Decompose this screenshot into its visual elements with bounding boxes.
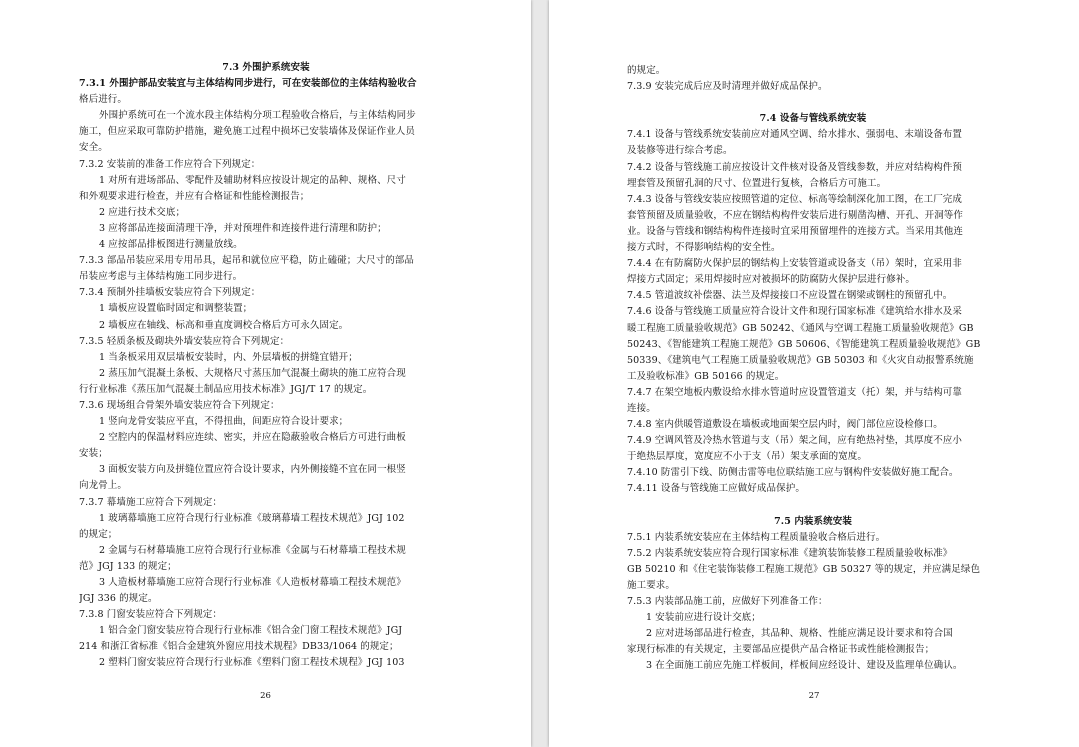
left-page — [0, 0, 531, 747]
text-line: 埋套管及预留孔洞的尺寸、位置进行复核，合格后方可施工。 — [627, 177, 887, 189]
right-page-body — [627, 63, 999, 675]
text-line: 业。设备与管线和钢结构构件连接时宜采用预留埋件的连接方式。当采用其他连 — [627, 225, 964, 237]
list-item: 2 金属与石材幕墙施工应符合现行行业标准《金属与石材幕墙工程技术规 — [99, 544, 406, 556]
clause-line: 7.3.3 部品吊装应采用专用吊具，起吊和就位应平稳，防止磕碰；大尺寸的部品 — [79, 255, 414, 267]
list-item: 3 面板安装方向及拼缝位置应符合设计要求，内外侧接缝不宜在同一根竖 — [99, 464, 406, 476]
section-heading: 7.5 内装系统安装 — [774, 515, 852, 527]
clause-line: 7.4.2 设备与管线施工前应按设计文件核对设备及管线参数，并应对结构构件预 — [627, 161, 962, 173]
text-line: 及装修等进行综合考虑。 — [627, 145, 733, 157]
page-number: 26 — [260, 691, 271, 701]
clause-line: 7.4.4 在有防腐防火保护层的钢结构上安装管道或设备支（吊）架时，宜采用非 — [627, 258, 962, 270]
text-line: 吊装应考虑与主体结构施工同步进行。 — [79, 271, 243, 283]
clause-line: 7.5.1 内装系统安装应在主体结构工程质量验收合格后进行。 — [627, 531, 886, 543]
left-page-body — [79, 60, 453, 672]
list-item: 2 应对进场部品进行检查，其品种、规格、性能应满足设计要求和符合国 — [646, 628, 953, 640]
list-item: 1 竖向龙骨安装应平直，不得扭曲，间距应符合设计要求； — [99, 416, 349, 428]
list-item: 1 玻璃幕墙施工应符合现行行业标准《玻璃幕墙工程技术规范》JGJ 102 — [99, 512, 405, 524]
clause-line: 7.4.8 室内供暖管道敷设在墙板或地面架空层内时，阀门部位应设检修口。 — [627, 419, 943, 431]
clause-line: 7.4.6 设备与管线施工质量应符合设计文件和现行国家标准《建筑给水排水及采 — [627, 306, 962, 318]
text-line: 行行业标准《蒸压加气混凝土制品应用技术标准》JGJ/T 17 的规定。 — [79, 383, 373, 395]
text-line: 的规定。 — [627, 65, 666, 76]
clause-line: 7.3.7 幕墙施工应符合下列规定： — [79, 496, 222, 508]
section-heading: 7.3 外围护系统安装 — [222, 62, 310, 73]
list-item: 3 人造板材幕墙施工应符合现行行业标准《人造板材幕墙工程技术规范》 — [99, 577, 406, 588]
text-line: 安全。 — [79, 142, 108, 154]
clause-line: 7.3.4 预制外挂墙板安装应符合下列规定： — [79, 287, 261, 299]
text-line: 于绝热层厚度，宽度应不小于支（吊）架支承面的宽度。 — [627, 451, 868, 463]
text-line: 格后进行。 — [79, 94, 128, 106]
list-item: 2 蒸压加气混凝土条板、大规格尺寸蒸压加气混凝土砌块的施工应符合现 — [99, 367, 406, 379]
list-item: 1 对所有进场部品、零配件及辅助材料应按设计规定的品种、规格、尺寸 — [99, 174, 406, 186]
list-item: 1 墙板应设置临时固定和调整装置； — [99, 303, 253, 315]
list-item: 4 应按部品排板图进行测量放线。 — [99, 239, 243, 251]
text-line: 暖工程施工质量验收规范》GB 50242、《通风与空调工程施工质量验收规范》GB — [627, 322, 974, 334]
clause-line: 7.3.5 轻质条板及砌块外墙安装应符合下列规定： — [79, 335, 290, 347]
list-item: 2 空腔内的保温材料应连续、密实，并应在隐蔽验收合格后方可进行曲板 — [99, 432, 406, 444]
clause-line: 7.3.1 外围护部品安装宜与主体结构同步进行，可在安装部位的主体结构验收合 — [79, 78, 417, 90]
text-line: 50243、《智能建筑工程施工规范》GB 50606、《智能建筑工程质量验收规范》GB — [627, 338, 981, 350]
text-line: 范》JGJ 133 的规定； — [79, 560, 177, 572]
text-line: JGJ 336 的规定。 — [79, 593, 158, 605]
text-line: 焊接方式固定；采用焊接时应对被损坏的防腐防火保护层进行修补。 — [627, 274, 916, 286]
list-item: 1 当条板采用双层墙板安装时，内、外层墙板的拼缝宜错开； — [99, 351, 358, 363]
text-line: 家现行标准的有关规定，主要部品应提供产品合格证书或性能检测报告； — [627, 644, 935, 656]
text-line: 套管预留及质量验收，不应在钢结构构件安装后进行剔凿沟槽、开孔、开洞等作 — [627, 209, 964, 221]
list-item: 2 墙板应在轴线、标高和垂直度调校合格后方可永久固定。 — [99, 319, 349, 331]
clause-line: 7.4.3 设备与管线安装应按照管道的定位、标高等绘制深化加工图，在工厂完成 — [627, 193, 962, 205]
page-number: 27 — [808, 691, 820, 701]
clause-line: 7.4.10 防雷引下线、防侧击雷等电位联结施工应与钢构件安装做好施工配合。 — [627, 467, 959, 479]
text-line: 连接。 — [627, 402, 656, 414]
list-item: 1 铝合金门窗安装应符合现行行业标准《铝合金门窗工程技术规范》JGJ — [99, 625, 403, 637]
text-line: 施工要求。 — [627, 580, 676, 591]
clause-line: 7.5.3 内装部品施工前，应做好下列准备工作： — [627, 596, 828, 608]
section-heading: 7.4 设备与管线系统安装 — [759, 113, 867, 125]
clause-line: 7.4.9 空调风管及冷热水管道与支（吊）架之间，应有绝热衬垫，其厚度不应小 — [627, 435, 962, 447]
list-item: 2 应进行技术交底； — [99, 206, 186, 218]
clause-line: 7.4.1 设备与管线系统安装前应对通风空调、给水排水、强弱电、末端设备布置 — [627, 129, 962, 141]
list-item: 3 在全面施工前应先施工样板间，样板间应经设计、建设及监理单位确认。 — [646, 660, 963, 672]
clause-line: 7.3.2 安装前的准备工作应符合下列规定： — [79, 158, 261, 170]
clause-line: 7.3.6 现场组合骨架外墙安装应符合下列规定： — [79, 399, 280, 411]
blank-line — [627, 498, 999, 514]
text-line: 214 和浙江省标准《铝合金建筑外窗应用技术规程》DB33/1064 的规定； — [79, 641, 399, 653]
text-line: 50339、《建筑电气工程施工质量验收规范》GB 50303 和《火灾自动报警系统施 — [627, 354, 974, 366]
text-line: 接方式时，不得影响结构的安全性。 — [627, 242, 781, 254]
clause-line: 7.3.9 安装完成后应及时清理并做好成品保护。 — [627, 81, 828, 93]
text-line: 工及验收标准》GB 50166 的规定。 — [627, 370, 785, 382]
right-page — [549, 0, 1079, 747]
text-line: 安装； — [79, 448, 108, 460]
clause-line: 7.4.11 设备与管线施工应做好成品保护。 — [627, 483, 805, 495]
list-item: 3 应将部品连接面清理干净，并对预埋件和连接件进行清理和防护； — [99, 222, 387, 234]
text-line: 和外观要求进行检查，并应有合格证和性能检测报告； — [79, 190, 310, 202]
clause-line: 7.4.5 管道波纹补偿器、法兰及焊接接口不应设置在钢梁或钢柱的预留孔中。 — [627, 290, 953, 302]
clause-line: 7.4.7 在架空地板内敷设给水排水管道时应设置管道支（托）架，并与结构可靠 — [627, 386, 962, 398]
text-line: GB 50210 和《住宅装饰装修工程施工规范》GB 50327 等的规定，并应满足绿色 — [627, 563, 981, 575]
text-line: 外围护系统可在一个流水段主体结构分项工程验收合格后，与主体结构同步 — [99, 110, 416, 122]
clause-line: 7.3.8 门窗安装应符合下列规定： — [79, 609, 222, 621]
clause-line: 7.5.2 内装系统安装应符合现行国家标准《建筑装饰装修工程质量验收标准》 — [627, 547, 953, 559]
text-line: 施工，但应采取可靠防护措施，避免施工过程中损坏已安装墙体及保证作业人员 — [79, 126, 416, 138]
text-line: 向龙骨上。 — [79, 480, 128, 492]
text-line: 的规定； — [79, 528, 118, 540]
list-item: 2 塑料门窗安装应符合现行行业标准《塑料门窗工程技术规程》JGJ 103 — [99, 657, 405, 669]
list-item: 1 安装前应进行设计交底； — [646, 612, 761, 624]
blank-line — [627, 95, 999, 111]
